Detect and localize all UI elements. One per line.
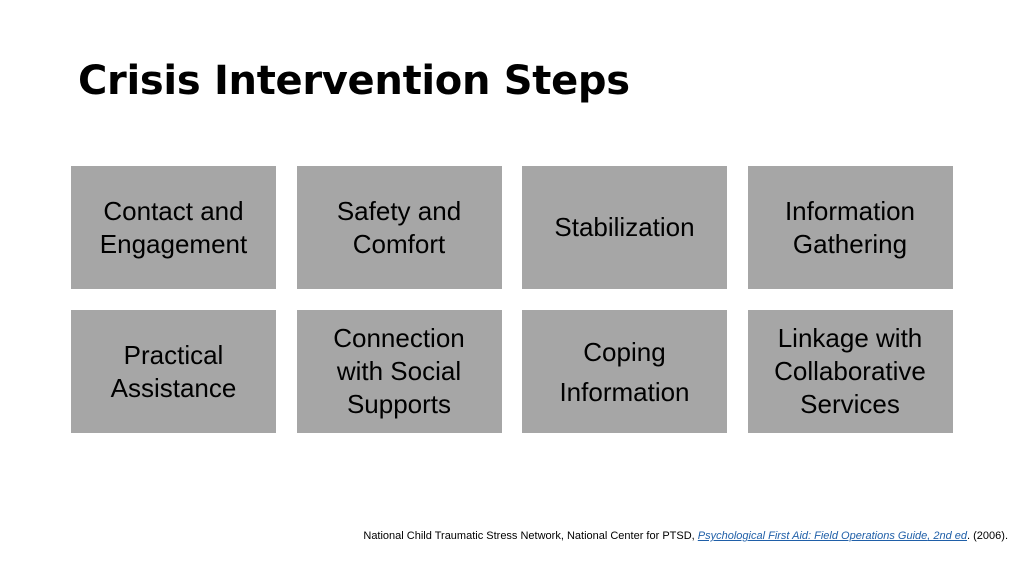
step-label: Contact and Engagement — [99, 195, 248, 259]
guide-link-edition[interactable]: , 2nd ed — [927, 530, 968, 542]
guide-link-title[interactable]: Psychological First Aid: Field Operations Guide — [697, 530, 928, 542]
step-coping-information — [522, 310, 727, 433]
step-safety-and-comfort — [297, 166, 502, 289]
step-label: Stabilization — [554, 212, 695, 242]
step-linkage-with-collaborative-services — [748, 310, 953, 433]
guide-link[interactable] — [698, 530, 967, 542]
step-label: Information Gathering — [784, 195, 916, 259]
step-connection-with-social-supports — [297, 310, 502, 433]
step-label: Practical Assistance — [110, 339, 237, 403]
step-practical-assistance — [71, 310, 276, 433]
step-label: Connection with Social Supports — [333, 323, 465, 419]
source-citation — [363, 530, 1008, 542]
step-label: Linkage with Collaborative Services — [774, 323, 926, 419]
step-information-gathering — [748, 166, 953, 289]
citation-prefix: National Child Traumatic Stress Network, National Center for PTSD, — [363, 530, 698, 542]
step-label: Safety and Comfort — [336, 195, 462, 259]
step-stabilization — [522, 166, 727, 289]
step-contact-and-engagement — [71, 166, 276, 289]
citation-suffix: . (2006). — [967, 530, 1008, 542]
slide-title: Crisis Intervention Steps — [78, 58, 630, 104]
steps-grid — [71, 166, 953, 433]
step-label: Coping Information — [559, 336, 690, 407]
